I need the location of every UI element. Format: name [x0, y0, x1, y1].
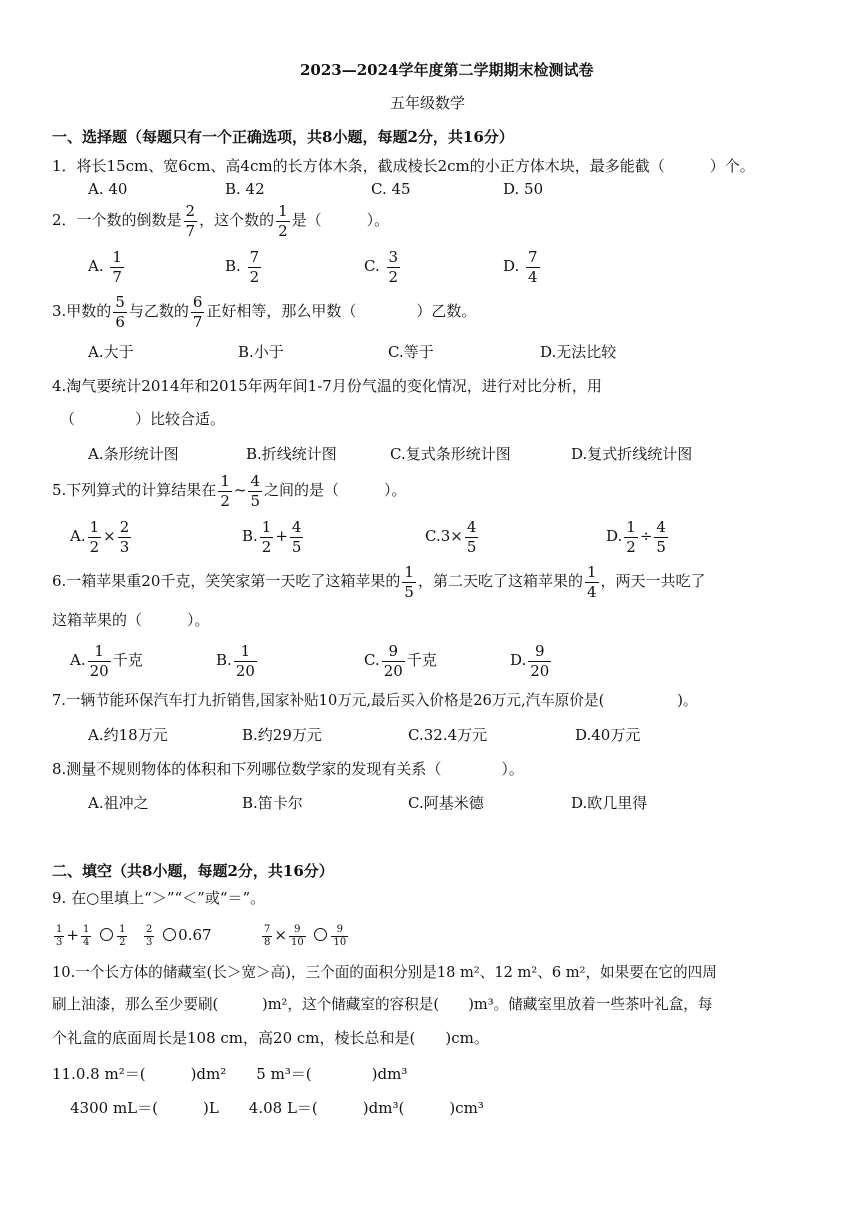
q6-option-c: C. $\frac{9}{20}$ 千克 [364, 641, 437, 680]
q9-stem: 9. 在○里填上“＞”“＜”或“＝”。 [52, 889, 266, 907]
q7-option-c: C.32.4万元 [408, 726, 488, 744]
q6-option-b: B. $\frac{1}{20}$ [216, 641, 255, 680]
q1-option-a: A. 40 [88, 180, 128, 198]
q5-option-c: C.3× $\frac{4}{5}$ [425, 517, 477, 556]
q1-option-b: B. 42 [225, 180, 265, 198]
q3-option-a: A.大于 [88, 343, 134, 361]
q11-line1: 11.0.8 m²＝( )dm² 5 m³＝( )dm³ [52, 1065, 408, 1083]
q6-option-a: A. $\frac{1}{20}$ 千克 [70, 641, 143, 680]
q6-stem-line1: 6.一箱苹果重20千克，笑笑家第一天吃了这箱苹果的 $\frac{1}{5}$ ，第二天吃了这箱苹果的 $\frac{1}{4}$ ，两天一共吃了 [52, 562, 706, 601]
q1-option-d: D. 50 [503, 180, 544, 198]
q4-option-a: A.条形统计图 [88, 445, 179, 463]
q9-expr-1: $\frac{1}{3}$ + $\frac{1}{4}$ $\frac{1}{2}$ [56, 923, 126, 948]
q8-option-b: B.笛卡尔 [242, 794, 303, 812]
section2-heading: 二、填空（共8小题，每题2分，共16分） [52, 862, 334, 880]
q3-fraction-b: $\frac{6}{7}$ [192, 292, 203, 331]
q2-stem: 2．一个数的倒数是 $\frac{2}{7}$ ，这个数的 $\frac{1}{2}$ 是（ ）。 [52, 201, 390, 240]
exam-title: 2023—2024学年度第二学期期末检测试卷 [300, 61, 594, 79]
q4-option-c: C.复式条形统计图 [390, 445, 511, 463]
q8-stem: 8.测量不规则物体的体积和下列哪位数学家的发现有关系（ ）。 [52, 760, 524, 778]
section1-heading: 一、选择题（每题只有一个正确选项，共8小题，每题2分，共16分） [52, 128, 514, 146]
q3-option-b: B.小于 [238, 343, 284, 361]
q8-option-a: A.祖冲之 [88, 794, 149, 812]
q5-option-d: D. $\frac{1}{2}$ ÷ $\frac{4}{5}$ [606, 517, 666, 556]
q4-option-b: B.折线统计图 [246, 445, 337, 463]
q2-fraction-reciprocal: $\frac{2}{7}$ [185, 201, 196, 240]
compare-circle-1[interactable] [100, 928, 113, 941]
q2-option-b: B. $\frac{7}{2}$ [225, 247, 260, 286]
q7-option-a: A.约18万元 [88, 726, 168, 744]
q3-option-d: D.无法比较 [540, 343, 617, 361]
q4-option-d: D.复式折线统计图 [571, 445, 693, 463]
q2-option-c: C. $\frac{3}{2}$ [364, 247, 399, 286]
q4-stem-line2: （ ）比较合适。 [60, 410, 226, 428]
q10-line1: 10.一个长方体的储藏室(长＞宽＞高)，三个面的面积分别是18 m²、12 m²、6 m²，如果要在它的四周 [52, 964, 717, 981]
q9-expr-3: $\frac{7}{8}$ × $\frac{9}{10}$ $\frac{9}{10}$ [264, 923, 347, 948]
q7-option-b: B.约29万元 [242, 726, 322, 744]
q2-option-d: D. $\frac{7}{4}$ [503, 247, 538, 286]
exam-subtitle: 五年级数学 [390, 94, 466, 112]
q6-option-d: D. $\frac{9}{20}$ [510, 641, 550, 680]
q7-stem: 7.一辆节能环保汽车打九折销售,国家补贴10万元,最后买入价格是26万元,汽车原价是( )。 [52, 692, 698, 709]
q5-option-b: B. $\frac{1}{2}$ + $\frac{4}{5}$ [242, 517, 302, 556]
q1-stem: 1．将长15cm、宽6cm、高4cm的长方体木条，截成棱长2cm的小正方体木块，最多能截（ ）个。 [52, 157, 755, 175]
q7-option-d: D.40万元 [575, 726, 641, 744]
q8-option-c: C.阿基米德 [408, 794, 484, 812]
q9-expr-2: $\frac{2}{3}$ 0.67 [146, 923, 212, 948]
q1-option-c: C. 45 [371, 180, 411, 198]
q3-stem: 3.甲数的 $\frac{5}{6}$ 与乙数的 $\frac{6}{7}$ 正好相等，那么甲数（ ）乙数。 [52, 292, 477, 331]
q3-option-c: C.等于 [388, 343, 434, 361]
q4-stem-line1: 4.淘气要统计2014年和2015年两年间1-7月份气温的变化情况，进行对比分析，用 [52, 377, 602, 395]
q2-option-a: A. $\frac{1}{7}$ [88, 247, 122, 286]
q10-line3: 个礼盒的底面周长是108 cm，高20 cm，棱长总和是( )cm。 [52, 1029, 489, 1047]
q11-line2: 4300 mL＝( )L 4.08 L＝( )dm³( )cm³ [70, 1099, 484, 1117]
q8-option-d: D.欧几里得 [571, 794, 648, 812]
q2-fraction-half: $\frac{1}{2}$ [278, 201, 288, 240]
q3-fraction-a: $\frac{5}{6}$ [115, 292, 125, 331]
q6-stem-line2: 这箱苹果的（ ）。 [52, 611, 210, 629]
q5-stem: 5.下列算式的计算结果在 $\frac{1}{2}$ ~ $\frac{4}{5}$ 之间的是（ ）。 [52, 471, 407, 510]
q10-line2: 刷上油漆，那么至少要刷( )m²，这个储藏室的容积是( )m³。储藏室里放着一些茶叶礼盒，每 [52, 996, 713, 1013]
q5-option-a: A. $\frac{1}{2}$ × $\frac{2}{3}$ [70, 517, 130, 556]
compare-circle-2[interactable] [163, 928, 176, 941]
compare-circle-3[interactable] [314, 928, 327, 941]
